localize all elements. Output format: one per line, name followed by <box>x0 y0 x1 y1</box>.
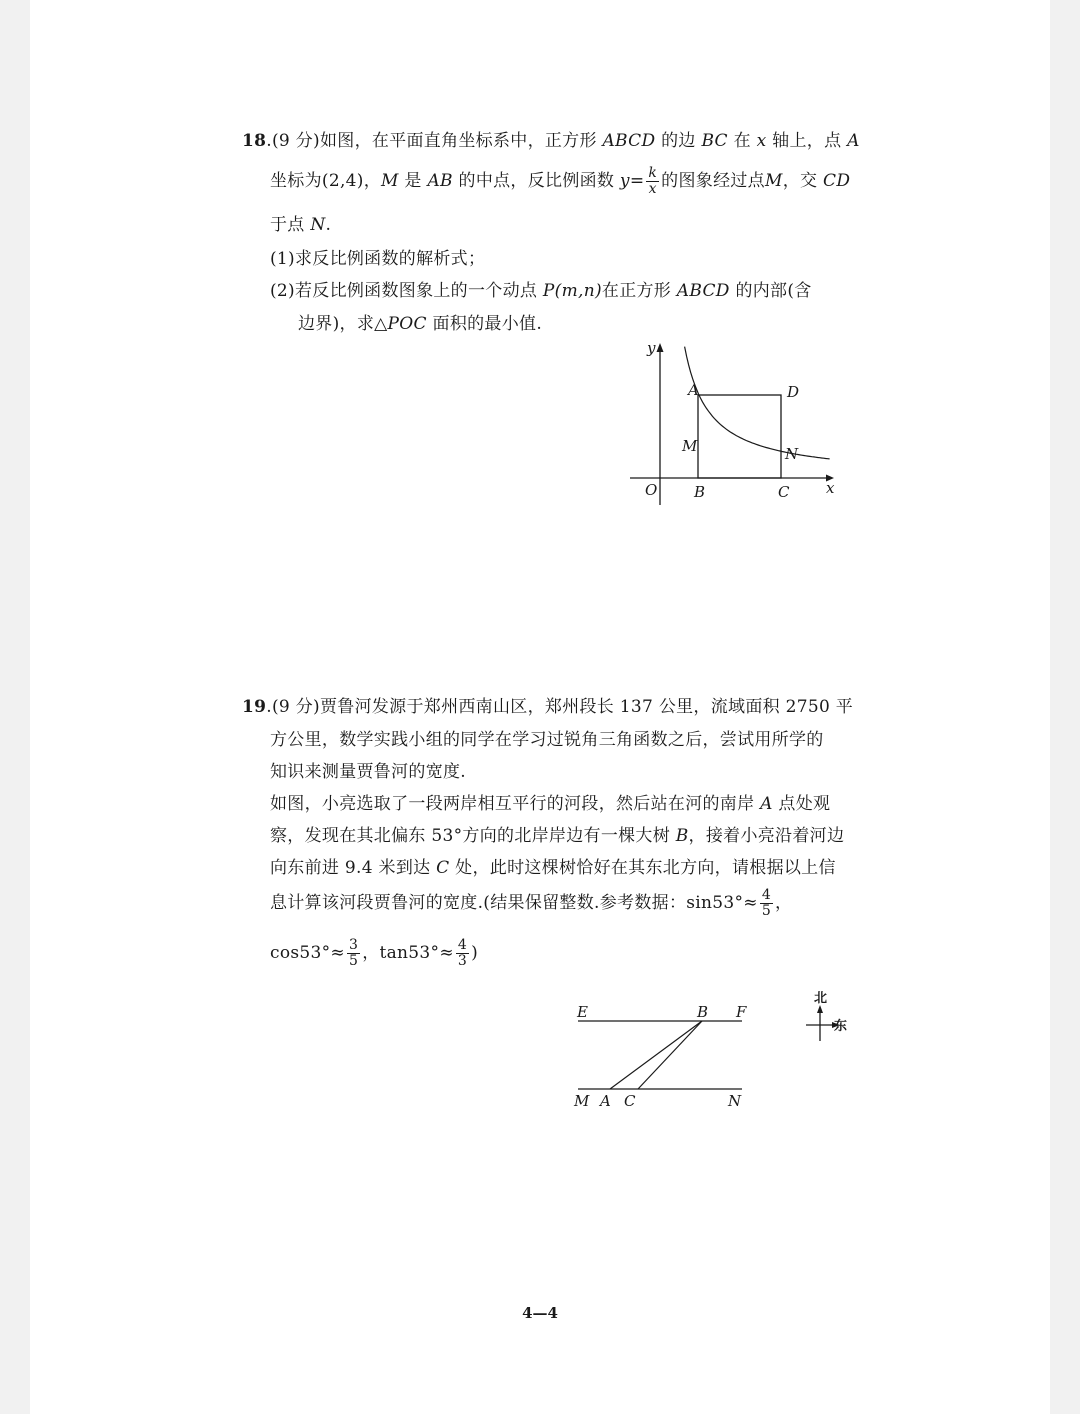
q19-line-2: 方公里，数学实践小组的同学在学习过锐角三角函数之后，尝试用所学的 <box>270 730 824 750</box>
q19-number: 19 <box>242 697 267 717</box>
segment-ab <box>610 1021 702 1089</box>
label-y: y <box>647 339 656 357</box>
q19-line-7: 息计算该河段贾鲁河的宽度.(结果保留整数.参考数据：sin53°≈ $\frac{4}{5}$ ， <box>270 887 793 919</box>
q19-line-8: cos53°≈ $\frac{3}{5}$ ，tan53°≈ $\frac{4}{3}$ ) <box>270 937 479 969</box>
label-b: B <box>694 483 706 501</box>
hyperbola-curve <box>685 347 830 459</box>
label-n: N <box>785 445 799 463</box>
label-a: A <box>688 381 699 399</box>
q19-line-1: 19.(9 分)贾鲁河发源于郑州西南山区，郑州段长 137 公里，流域面积 2750 平 <box>242 697 854 717</box>
label-c: C <box>778 483 790 501</box>
fraction-3-5: $\frac{3}{5}$ <box>348 937 359 969</box>
label-m: M <box>682 437 698 455</box>
figure-19-river-diagram <box>570 985 848 1115</box>
fraction-k-over-x: $\frac{k}{x}$ <box>648 165 658 197</box>
q18-line-3: 于点 N. <box>270 215 332 235</box>
q19-line-5: 察，发现在其北偏东 53°方向的北岸岸边有一棵大树 B，接着小亮沿着河边 <box>270 826 845 846</box>
label-c: C <box>624 1092 636 1110</box>
fraction-4-5: $\frac{4}{5}$ <box>761 887 772 919</box>
q18-part-2-line-2: 边界)，求△POC 面积的最小值. <box>298 314 543 334</box>
q19-line-4: 如图，小亮选取了一段两岸相互平行的河段，然后站在河的南岸 A 点处观 <box>270 794 831 814</box>
label-e: E <box>577 1003 588 1021</box>
segment-cb <box>638 1021 702 1089</box>
q18-part-2-line-1: (2)若反比例函数图象上的一个动点 P(m,n)在正方形 ABCD 的内部(含 <box>270 281 812 301</box>
q19-line-3: 知识来测量贾鲁河的宽度. <box>270 762 467 782</box>
label-b: B <box>697 1003 709 1021</box>
exam-page <box>30 0 1050 1414</box>
label-f: F <box>736 1003 747 1021</box>
label-x: x <box>826 479 835 497</box>
q18-part-1: (1)求反比例函数的解析式； <box>270 249 486 269</box>
page-number: 4—4 <box>522 1304 558 1322</box>
label-d: D <box>787 383 800 401</box>
q18-line-2: 坐标为(2,4)，M 是 AB 的中点，反比例函数 y= $\frac{k}{x}$ 的图象经过点M，交 CD <box>270 165 851 197</box>
y-axis-arrow-icon <box>657 343 664 352</box>
square-abcd <box>698 395 781 478</box>
label-n: N <box>728 1092 742 1110</box>
q18-line-1: 18.(9 分)如图，在平面直角坐标系中，正方形 ABCD 的边 BC 在 x 轴上，点 A <box>242 131 860 151</box>
label-m: M <box>574 1092 590 1110</box>
label-north: 北 <box>814 991 828 1006</box>
label-o: O <box>645 481 658 499</box>
q18-number: 18 <box>242 131 267 151</box>
q19-line-6: 向东前进 9.4 米到达 C 处，此时这棵树恰好在其东北方向，请根据以上信 <box>270 858 836 878</box>
figure-18-coordinate-diagram <box>620 335 850 515</box>
fraction-4-3: $\frac{4}{3}$ <box>457 937 468 969</box>
label-a: A <box>600 1092 611 1110</box>
label-east: 东 <box>834 1019 848 1034</box>
